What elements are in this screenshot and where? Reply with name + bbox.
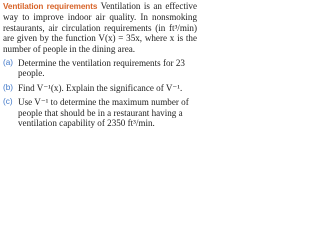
part-c-text: Use V⁻¹ to determine the maximum number of people that should be in a restaurant having a ventilation capability of 2350 ft³/min. bbox=[18, 97, 189, 129]
problem-intro-text: Ventilation is an effective way to improve indoor air quality. In nonsmoking restaurants, air circulation requirements (in ft³/min) are given by the function V(x) = 35x, where x is the number of people in the dining area. bbox=[3, 1, 198, 54]
part-b bbox=[3, 83, 197, 93]
problem-title: Ventilation requirements bbox=[3, 2, 98, 11]
part-a bbox=[3, 58, 197, 79]
part-b-label: (b) bbox=[3, 82, 14, 92]
part-c-label: (c) bbox=[3, 97, 13, 107]
part-a-label: (a) bbox=[3, 58, 14, 68]
part-a-text: Determine the ventilation requirements for 23 people. bbox=[18, 58, 185, 79]
part-c bbox=[3, 97, 197, 128]
problem-intro-paragraph bbox=[3, 1, 197, 54]
problem-card bbox=[0, 0, 200, 129]
part-b-text: Find V⁻¹(x). Explain the significance of V⁻¹. bbox=[18, 82, 183, 93]
